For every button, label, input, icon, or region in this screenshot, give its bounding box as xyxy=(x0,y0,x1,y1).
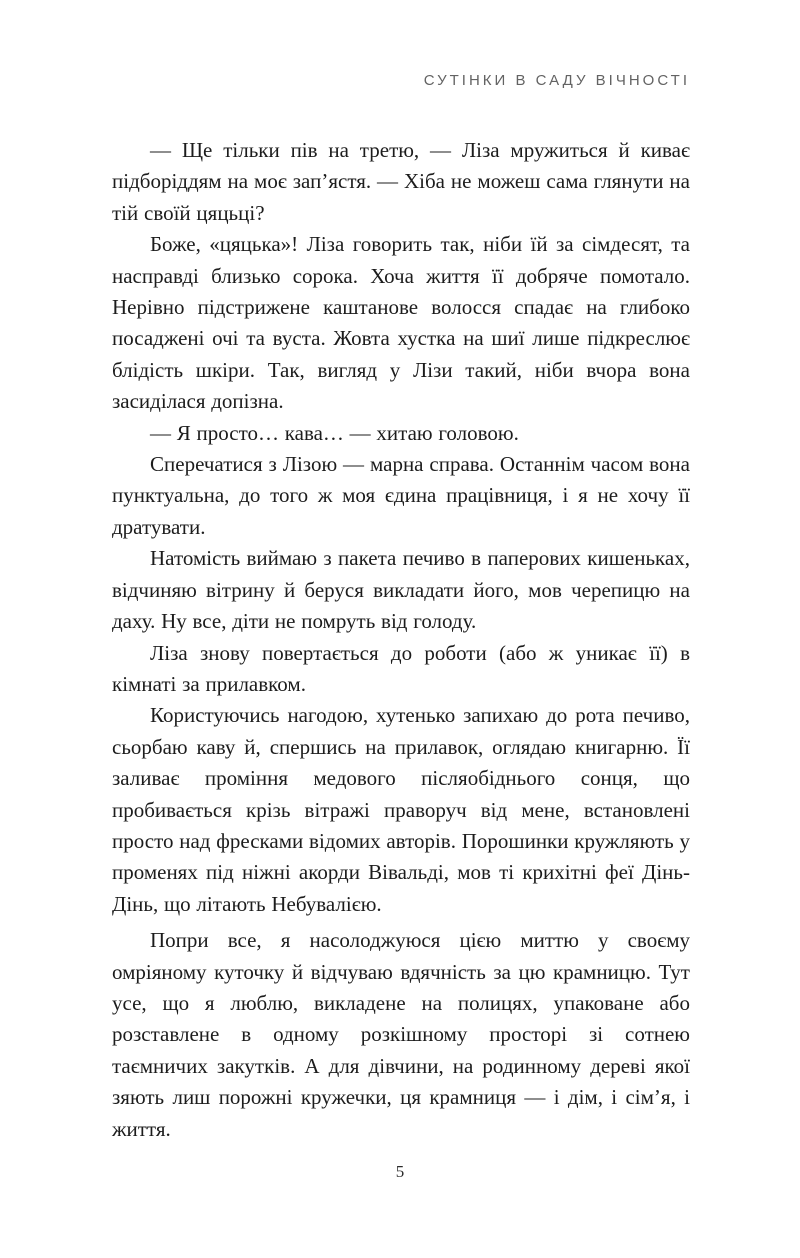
running-header-title: СУТІНКИ В САДУ ВІЧНОСТІ xyxy=(423,72,690,89)
paragraph: — Ще тільки пів на третю, — Ліза мружиться й киває підборіддям на моє зап’ястя. — Хіба не можеш сама глянути на тій своїй цяцьці? xyxy=(112,138,690,225)
paragraph: Боже, «цяцька»! Ліза говорить так, ніби їй за сімдесят, та насправді близько сорока. Хоча життя її добряче помотало. Нерівно підстрижене каштанове волосся спадає на глибоко посаджені очі та вуста. Жовта хустка на шиї лише підкреслює блідість шкіри. Так, вигляд у Лізи такий, ніби вчора вона засиділася допізна. xyxy=(112,232,690,414)
page-body-text xyxy=(112,135,690,1145)
page-number: 5 xyxy=(395,1162,405,1181)
paragraph: Натомість виймаю з пакета печиво в паперових кишеньках, відчиняю вітрину й беруся викладати його, мов черепицю на даху. Ну все, діти не помруть від голоду. xyxy=(112,546,690,634)
paragraph: Сперечатися з Лізою — марна справа. Останнім часом вона пунктуальна, до того ж моя єдина працівниця, і я не хочу її дратувати. xyxy=(112,452,690,539)
paragraph: Попри все, я насолоджуюся цією миттю у своєму омріяному куточку й відчуваю вдячність за цю крамницю. Тут усе, що я люблю, викладене на полицях, упаковане або розставлене в одному розкішному просторі зі сотнею таємничих закутків. А для дівчини, на родинному дереві якої зяють лиш порожні кружечки, ця крамниця — і дім, і сім’я, і життя. xyxy=(112,928,690,1141)
paragraph: Ліза знову повертається до роботи (або ж уникає її) в кімнаті за прилавком. xyxy=(112,640,690,696)
paragraph: Користуючись нагодою, хутенько запихаю до рота печиво, сьорбаю каву й, спершись на прилавок, оглядаю книгарню. Її заливає проміння медового післяобіднього сонця, що пробивається крізь вітражі праворуч від мене, встановлені просто над фресками відомих авторів. Порошинки кружляють у променях під ніжні акорди Вівальді, мов ті крихітні феї Дінь-Дінь, що літають Небувалією. xyxy=(112,703,690,916)
paragraph: — Я просто… кава… — хитаю головою. xyxy=(150,420,519,445)
